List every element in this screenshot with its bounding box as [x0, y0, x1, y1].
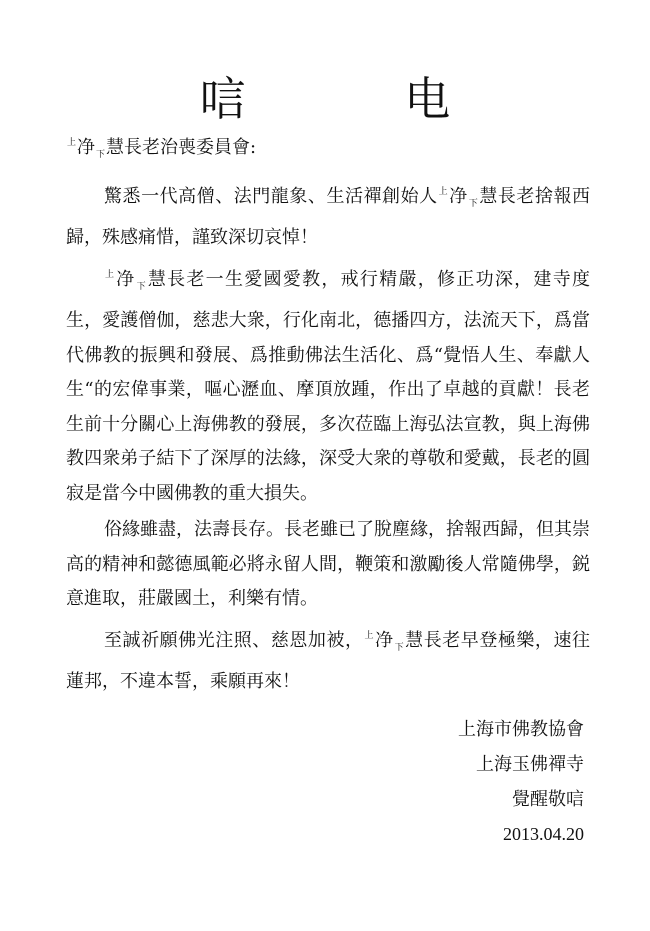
p1-honorific-name: 净 [449, 185, 468, 207]
signature-person: 覺醒敬唁 [512, 789, 584, 810]
p2-honorific-top: 上 [105, 269, 116, 280]
paragraph-1 [66, 175, 590, 256]
p4-honorific-bottom: 下 [394, 642, 405, 653]
p4-honorific-top: 上 [364, 630, 375, 641]
p1-honorific-top: 上 [438, 186, 449, 197]
p2-honorific-bottom: 下 [136, 281, 147, 292]
paragraph-3 [66, 513, 590, 617]
p3-text: 俗緣雖盡，法壽長存。長老雖已了脫塵緣，捨報西歸，但其崇高的精神和懿德風範必將永留人間，鞭策和激勵後人常隨佛學，鋭意進取，莊嚴國土，利樂有情。 [66, 519, 590, 609]
addressee-name-char: 净 [77, 137, 96, 158]
p4-text-a: 至誠祈願佛光注照、慈恩加被， [104, 629, 364, 651]
page-title: 唁 电 [199, 72, 523, 126]
honorific-bottom: 下 [96, 150, 106, 160]
signature-org-buddhist-association: 上海市佛教協會 [458, 719, 584, 740]
signature-date: 2013.04.20 [503, 824, 584, 844]
addressee-committee: 慧長老治喪委員會: [106, 137, 257, 158]
p2-text: 慧長老一生愛國愛教，戒行精嚴，修正功深，建寺度生，愛護僧伽，慈悲大衆，行化南北，德播四方，法流天下，爲當代佛教的振興和發展、爲推動佛法生活化、爲“覺悟人生、奉獻人生“的宏偉事業，嘔心瀝血、摩頂放踵，作出了卓越的貢獻！長老生前十分關心上海佛教的發展，多次莅臨上海弘法宣教，與上海佛教四衆弟子結下了深厚的法緣，深受大衆的尊敬和愛戴，長老的圓寂是當今中國佛教的重大損失。 [66, 268, 590, 504]
addressee [66, 126, 590, 173]
signature-block [458, 712, 584, 852]
p4-honorific-name: 净 [375, 629, 394, 651]
p1-honorific-bottom: 下 [468, 198, 479, 209]
p1-text-b: 慧長老捨報西歸，殊感痛惜，謹致深切哀悼！ [66, 185, 590, 248]
paragraph-4 [66, 619, 590, 700]
letter-body [66, 126, 590, 700]
p1-text-a: 驚悉一代高僧、法門龍象、生活禪創始人 [104, 185, 438, 207]
signature-org-jade-buddha-temple: 上海玉佛禪寺 [476, 754, 584, 775]
paragraph-2 [66, 258, 590, 512]
p2-honorific-name: 净 [116, 268, 136, 290]
p4-text-b: 慧長老早登極樂，速往蓮邦，不違本誓，乘願再來！ [66, 629, 591, 692]
honorific-top: 上 [67, 138, 77, 148]
